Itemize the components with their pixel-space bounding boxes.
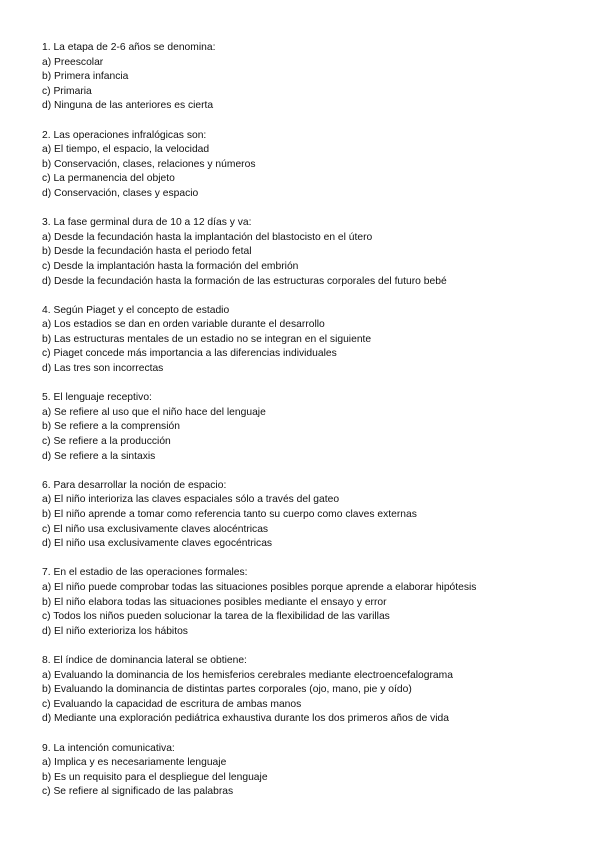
question-6 [42, 479, 582, 552]
question-stem: 5. El lenguaje receptivo: [42, 392, 152, 404]
answer-option-b: b) Desde la fecundación hasta el periodo fetal [42, 246, 252, 258]
answer-option-b: b) Es un requisito para el despliegue del lenguaje [42, 771, 268, 783]
question-stem: 6. Para desarrollar la noción de espacio: [42, 479, 227, 491]
question-4 [42, 304, 582, 377]
answer-option-a: a) Implica y es necesariamente lenguaje [42, 757, 227, 769]
answer-option-b: b) Primera infancia [42, 71, 129, 83]
answer-option-c: c) Primaria [42, 85, 92, 97]
question-3 [42, 216, 582, 289]
answer-option-b: b) El niño aprende a tomar como referencia tanto su cuerpo como claves externas [42, 509, 417, 520]
answer-option-b: b) Las estructuras mentales de un estadio no se integran en el siguiente [42, 333, 372, 345]
answer-option-b: b) Se refiere a la comprensión [42, 421, 180, 433]
answer-option-a: a) Preescolar [42, 56, 104, 68]
question-2 [42, 129, 582, 202]
answer-option-d: d) Desde la fecundación hasta la formación de las estructuras corporales del futuro bebé [42, 275, 447, 287]
answer-option-c: c) Todos los niños pueden solucionar la tarea de la flexibilidad de las varillas [42, 611, 390, 623]
answer-option-c: c) Piaget concede más importancia a las diferencias individuales [42, 348, 337, 360]
answer-option-c: c) El niño usa exclusivamente claves alocéntricas [42, 523, 269, 535]
answer-option-d: d) Se refiere a la sintaxis [42, 450, 156, 462]
question-list [42, 41, 582, 814]
answer-option-a: a) El niño puede comprobar todas las situaciones posibles porque aprende a elaborar hipótesis [42, 581, 477, 593]
answer-option-a: a) Se refiere al uso que el niño hace del lenguaje [42, 406, 266, 418]
answer-option-b: b) Conservación, clases, relaciones y números [42, 158, 256, 170]
question-5 [42, 391, 582, 464]
question-8 [42, 654, 582, 727]
answer-option-d: d) Mediante una exploración pediátrica exhaustiva durante los dos primeros años de vida [42, 713, 449, 725]
question-stem: 9. La intención comunicativa: [42, 742, 175, 754]
question-stem: 1. La etapa de 2-6 años se denomina: [42, 42, 216, 53]
answer-option-d: d) Conservación, clases y espacio [42, 187, 199, 199]
question-stem: 4. Según Piaget y el concepto de estadio [42, 304, 230, 316]
answer-option-b: b) El niño elabora todas las situaciones posibles mediante el ensayo y error [42, 596, 387, 608]
question-stem: 7. En el estadio de las operaciones formales: [42, 567, 248, 579]
answer-option-a: a) Evaluando la dominancia de los hemisferios cerebrales mediante electroencefalograma [42, 669, 453, 681]
answer-option-a: a) Desde la fecundación hasta la implantación del blastocisto en el útero [42, 231, 373, 243]
question-stem: 3. La fase germinal dura de 10 a 12 días y va: [42, 217, 252, 229]
answer-option-d: d) Ninguna de las anteriores es cierta [42, 100, 214, 112]
answer-option-c: c) La permanencia del objeto [42, 173, 175, 185]
question-9 [42, 742, 582, 800]
answer-option-c: c) Evaluando la capacidad de escritura de ambas manos [42, 698, 302, 710]
answer-option-c: c) Desde la implantación hasta la formación del embrión [42, 260, 299, 272]
answer-option-a: a) El niño interioriza las claves espaciales sólo a través del gateo [42, 494, 340, 506]
answer-option-c: c) Se refiere al significado de las palabras [42, 786, 234, 798]
answer-option-d: d) Las tres son incorrectas [42, 363, 164, 375]
question-stem: 8. El índice de dominancia lateral se obtiene: [42, 654, 247, 666]
answer-option-b: b) Evaluando la dominancia de distintas partes corporales (ojo, mano, pie y oído) [42, 684, 412, 696]
question-stem: 2. Las operaciones infralógicas son: [42, 129, 207, 141]
answer-option-a: a) Los estadios se dan en orden variable durante el desarrollo [42, 319, 325, 331]
question-1 [42, 41, 582, 114]
answer-option-c: c) Se refiere a la producción [42, 436, 171, 448]
answer-option-a: a) El tiempo, el espacio, la velocidad [42, 144, 210, 156]
answer-option-d: d) El niño usa exclusivamente claves egocéntricas [42, 538, 273, 550]
answer-option-d: d) El niño exterioriza los hábitos [42, 625, 188, 637]
question-7 [42, 566, 582, 639]
